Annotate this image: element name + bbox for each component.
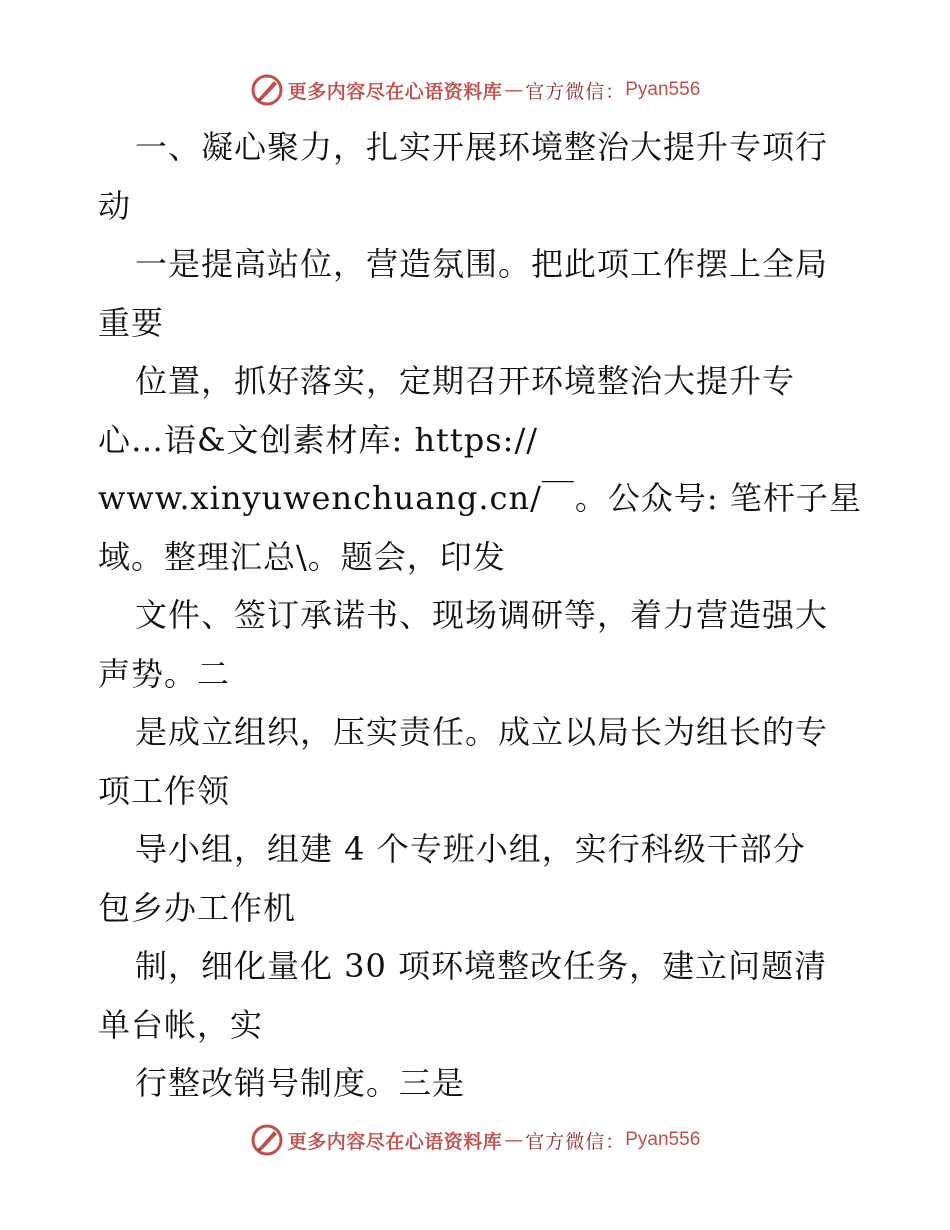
text-line: 一是提高站位，营造氛围。把此项工作摆上全局 (135, 245, 829, 283)
text-line: 行整改销号制度。三是 (135, 1064, 466, 1102)
text-line: 声势。二 (98, 654, 231, 693)
text-line: 包乡办工作机 (98, 888, 297, 927)
quill-logo-icon (250, 73, 284, 107)
banner-main-text: 更多内容尽在心语资料库 (287, 80, 503, 103)
text-line: 位置，抓好落实，定期召开环境整治大提升专 (135, 362, 796, 400)
text-line: 导小组，组建 4 个专班小组，实行科级干部分 (135, 830, 806, 868)
banner-main-text: 更多内容尽在心语资料库 (287, 1130, 503, 1153)
header-banner (0, 70, 950, 110)
document-body (98, 118, 862, 1113)
text-line: 域。整理汇总\。题会，印发 (98, 537, 506, 576)
footer-banner (0, 1120, 950, 1160)
text-line: 重要 (98, 303, 165, 342)
banner-dash: — (504, 79, 524, 101)
text-line: 一、凝心聚力，扎实开展环境整治大提升专项行 (135, 128, 829, 166)
banner-wechat-label: 官方微信： (525, 80, 626, 103)
banner-dash: — (504, 1129, 524, 1151)
banner-wechat-id: Pyan556 (625, 79, 701, 100)
banner-wechat-id: Pyan556 (625, 1129, 701, 1150)
quill-logo-icon (250, 1123, 284, 1157)
text-line: 是成立组织，压实责任。成立以局长为组长的专 (135, 713, 829, 751)
text-line: 心…语&文创素材库: https:// (98, 420, 539, 459)
text-line: 文件、签订承诺书、现场调研等，着力营造强大 (135, 596, 829, 634)
text-line: 单台帐，实 (98, 1005, 264, 1044)
text-line: 项工作领 (98, 771, 231, 810)
banner-wechat-label: 官方微信： (525, 1130, 626, 1153)
text-line: 制，细化量化 30 项环境整改任务，建立问题清 (135, 947, 828, 985)
text-line: www.xinyuwenchuang.cn/￣。公众号: 笔杆子星 (98, 479, 862, 517)
text-line: 动 (98, 186, 132, 225)
